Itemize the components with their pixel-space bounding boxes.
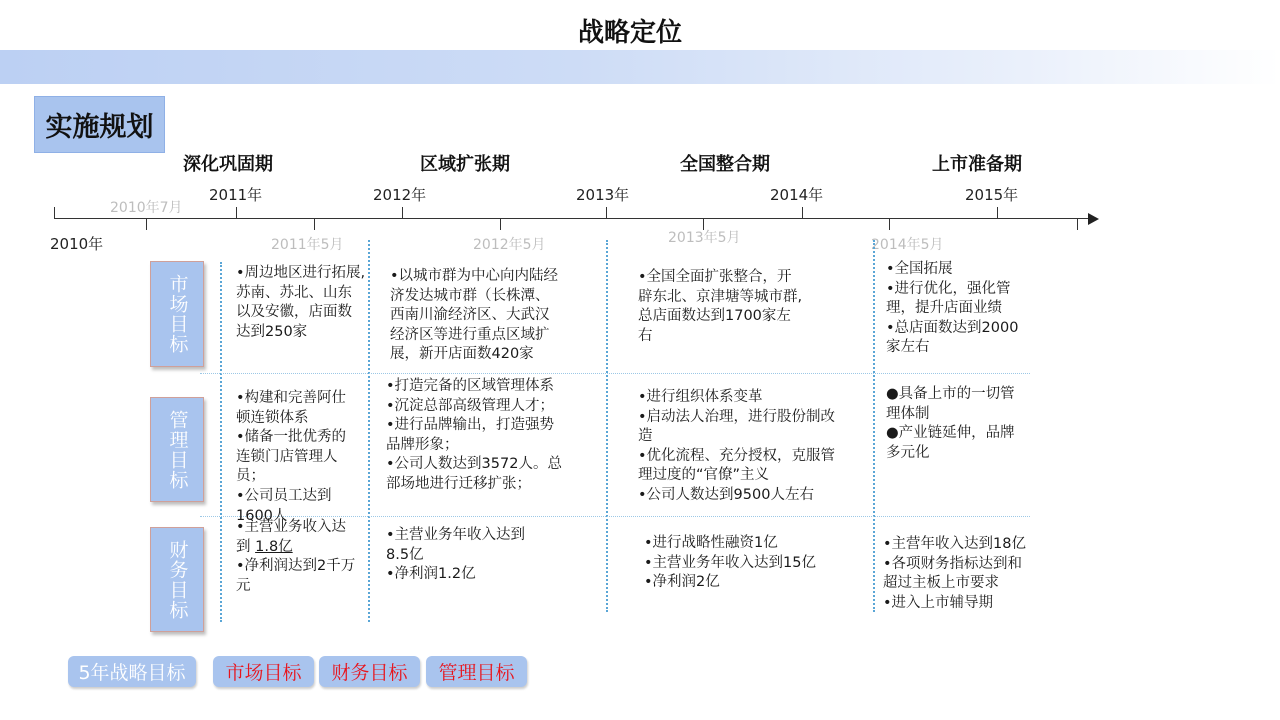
phase-label: 深化巩固期 (183, 154, 273, 175)
slide-title: 战略定位 (577, 18, 682, 48)
revenue-value: 1.8亿 (255, 538, 293, 555)
year-label: 2010年 (50, 235, 104, 253)
timeline-tick (314, 219, 315, 230)
phase-label: 上市准备期 (932, 154, 1022, 175)
timeline-arrow-icon (1088, 213, 1099, 225)
year-label: 2014年 (770, 186, 824, 204)
timeline-axis (54, 218, 1090, 219)
cell-finance-2011: •主营业务收入达 到 1.8亿 •净利润达到2千万 元 (236, 519, 356, 594)
year-label: 2015年 (965, 186, 1019, 204)
legend-finance-goal[interactable]: 财务目标 (319, 656, 420, 687)
timeline-tick (802, 207, 803, 218)
milestone-date: 2014年5月 (871, 237, 944, 253)
legend-five-year-goal[interactable]: 5年战略目标 (68, 656, 196, 687)
cell-market-2013: •全国全面扩张整合，开 辟东北、京津塘等城市群, 总店面数达到1700家左 右 (638, 269, 803, 344)
column-divider (220, 262, 222, 622)
phase-label: 全国整合期 (680, 154, 770, 175)
cell-management-2014: ●具备上市的一切管 理体制 ●产业链延伸，品牌 多元化 (886, 386, 1015, 461)
cell-finance-2014: •主营年收入达到18亿 •各项财务指标达到和 超过主板上市要求 •进入上市辅导期 (883, 536, 1027, 611)
milestone-date: 2010年7月 (110, 200, 183, 216)
year-label: 2011年 (209, 186, 263, 204)
column-divider (368, 240, 370, 622)
column-divider (606, 240, 608, 612)
cell-finance-2013: •进行战略性融资1亿 •主营业务年收入达到15亿 •净利润2亿 (644, 535, 817, 591)
cell-market-2012: •以城市群为中心向内陆经 济发达城市群（长株潭、 西南川渝经济区、大武汉 经济区等进行重点区域扩 展，新开店面数420家 (390, 268, 559, 363)
legend-management-goal[interactable]: 管理目标 (426, 656, 527, 687)
timeline-tick (54, 207, 55, 218)
timeline-tick (1077, 219, 1078, 230)
cell-market-2014: •全国拓展 •进行优化，强化管 理，提升店面业绩 •总店面数达到2000 家左右 (886, 261, 1019, 356)
row-label-finance: 财务目标 (150, 527, 204, 632)
row-label-management: 管理目标 (150, 397, 204, 502)
year-label: 2012年 (373, 186, 427, 204)
timeline-tick (500, 219, 501, 230)
cell-market-2011: •周边地区进行拓展, 苏南、苏北、山东 以及安徽，店面数 达到250家 (236, 265, 366, 340)
row-label-market: 市场目标 (150, 261, 204, 367)
timeline-tick (606, 207, 607, 218)
timeline-tick (146, 219, 147, 230)
legend-market-goal[interactable]: 市场目标 (213, 656, 314, 687)
timeline-tick (402, 207, 403, 218)
milestone-date: 2012年5月 (473, 237, 546, 253)
timeline-tick (236, 207, 237, 218)
cell-management-2013: •进行组织体系变革 •启动法人治理，进行股份制改 造 •优化流程、充分授权，克服管 理过度的“官僚”主义 •公司人数达到9500人左右 (638, 389, 836, 503)
header-band (0, 50, 1280, 84)
section-label: 实施规划 (34, 96, 165, 153)
year-label: 2013年 (576, 186, 630, 204)
row-divider (200, 373, 1030, 374)
cell-finance-2012: •主营业务年收入达到 8.5亿 •净利润1.2亿 (386, 527, 526, 583)
phase-label: 区域扩张期 (420, 154, 510, 175)
cell-management-2012: •打造完备的区域管理体系 •沉淀总部高级管理人才； •进行品牌输出，打造强势 品牌形象； •公司人数达到3572人。总 部场地进行迁移扩张； (386, 378, 562, 492)
milestone-date: 2013年5月 (668, 230, 741, 246)
timeline-tick (889, 219, 890, 230)
milestone-date: 2011年5月 (271, 237, 344, 253)
column-divider (873, 240, 875, 612)
timeline-tick (997, 207, 998, 218)
cell-management-2011: •构建和完善阿仕 顿连锁体系 •储备一批优秀的 连锁门店管理人 员； •公司员工达到 1600人 (236, 390, 347, 524)
